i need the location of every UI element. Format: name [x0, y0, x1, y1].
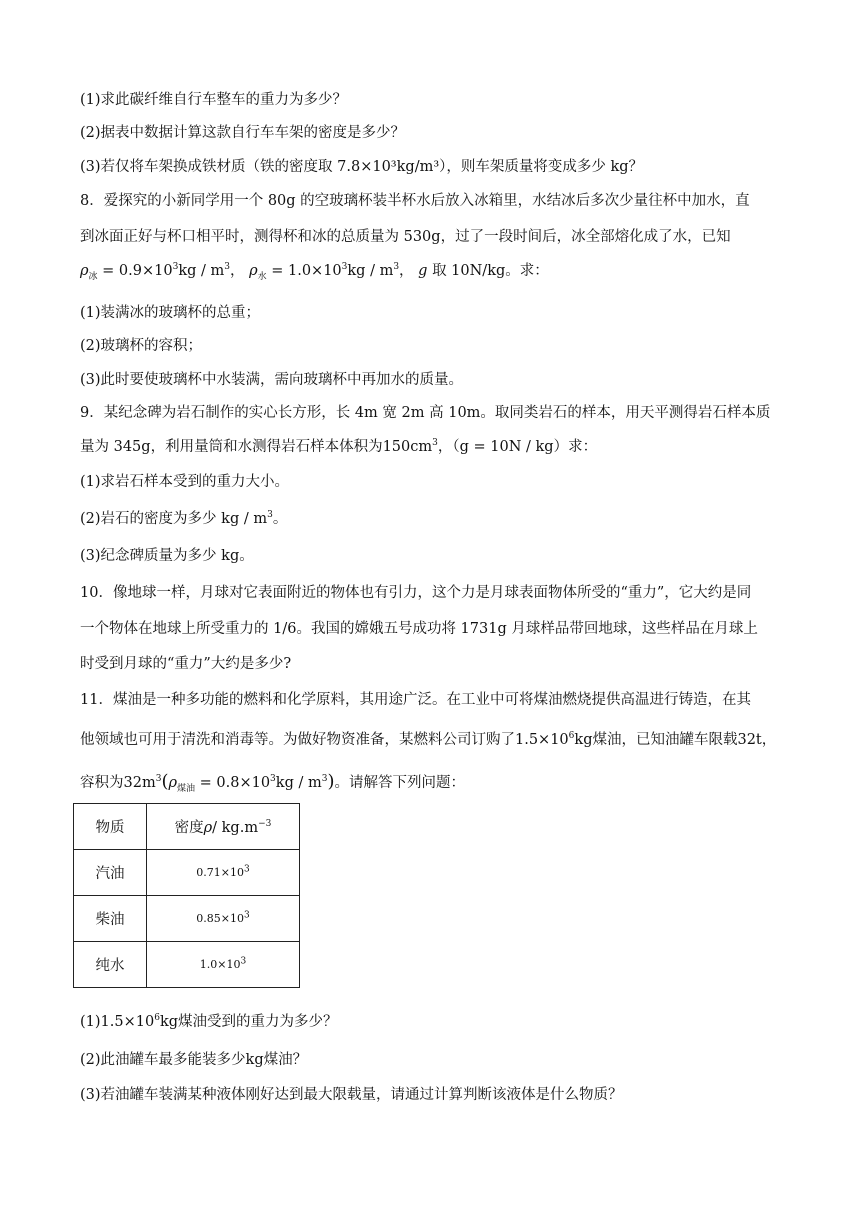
q7-sub1: (1)求此碳纤维自行车整车的重力为多少？ [80, 92, 348, 108]
header-density-label: 密度 [174, 820, 204, 836]
table-row [74, 942, 300, 988]
q8-sub1: (1)装满冰的玻璃杯的总重； [80, 305, 261, 321]
header-substance: 物质 [74, 804, 147, 850]
row-substance: 汽油 [74, 850, 147, 896]
q9-sub3: (3)纪念碑质量为多少 kg。 [80, 548, 254, 564]
q11-line3-end: 。请解答下列问题： [334, 775, 465, 791]
row-density-value: 1.0×10 [199, 958, 241, 971]
q11-sub2 [80, 1050, 307, 1070]
rho-ice-unit: kg / m [178, 263, 225, 279]
row-substance: 柴油 [74, 896, 147, 942]
q11-rho-subscript: 煤油 [177, 783, 196, 794]
q11-rho-value: = 0.8×10 [199, 775, 271, 791]
q11-line2-mid: 煤油，已知油罐车限载 [592, 732, 738, 748]
q9-line2-end: ）求： [553, 439, 598, 455]
header-density-unit: / kg.m [212, 820, 259, 836]
row-density [147, 896, 300, 942]
q11-line3-text: 容积为 [80, 775, 124, 791]
q9-sub2-text: (2)岩石的密度为多少 [80, 511, 217, 527]
header-density-exp: −3 [258, 819, 272, 830]
q11-mass-exp: 6 [568, 731, 575, 742]
q11-sub3: (3)若油罐车装满某种液体刚好达到最大限载量，请通过计算判断该液体是什么物质？ [80, 1087, 623, 1103]
q9-line2-text: 量为 345g，利用量筒和水测得岩石样本体积为 [80, 439, 383, 455]
row-density-exp: 3 [243, 864, 250, 875]
q9-sub2-unit: kg / m [221, 511, 268, 527]
rho-water-value: = 1.0×10 [271, 263, 342, 279]
header-density: 密度ρ/ $kg.m^{-3}$ [147, 804, 300, 850]
q11-line3: 容积为$32m^3(\rho_{煤油} = 0.8\times 10^3kg / m^3)$。请解答下列问题： [80, 771, 465, 794]
rho-water-subscript: 水 [257, 271, 267, 282]
q11-sub2-text: (2)此油罐车最多能装多少 [80, 1052, 246, 1068]
table-row [74, 896, 300, 942]
q9-sub3-unit: kg [221, 548, 240, 564]
q9-line1: 9．某纪念碑为岩石制作的实心长方形，长 4m 宽 2m 高 10m。取同类岩石的样本，用天平测得岩石样本质 [80, 405, 771, 421]
q9-sub1: (1)求岩石样本受到的重力大小。 [80, 474, 290, 490]
q9-g-expr: g = 10N / kg [459, 439, 554, 455]
q11-sub1-unit: kg [159, 1014, 179, 1030]
rho-ice-subscript: 冰 [88, 271, 98, 282]
q11-capacity: 32m [123, 775, 156, 791]
q11-line1: 11．煤油是一种多功能的燃料和化学原料，其用途广泛。在工业中可将煤油燃烧提供高温进行铸造，在其 [80, 692, 751, 708]
q8-sub2: (2)玻璃杯的容积； [80, 338, 203, 354]
q11-line2-text: 他领域也可用于清洗和消毒等。为做好物资准备，某燃料公司订购了 [80, 732, 515, 748]
q9-line2: 量为 345g，利用量筒和水测得岩石样本体积为$150cm^3$，（g = 10N / kg）求： [80, 438, 598, 455]
row-density [147, 850, 300, 896]
q7-sub2: (2)据表中数据计算这款自行车车架的密度是多少？ [80, 125, 406, 141]
rho-ice-value: = 0.9×10 [102, 263, 173, 279]
q10-line3: 时受到月球的“重力”大约是多少? [80, 656, 292, 672]
q11-limit: 32t [737, 732, 762, 748]
q11-sub2-unit: kg [245, 1052, 264, 1068]
row-density [147, 942, 300, 988]
row-density-value: 0.71×10 [196, 866, 244, 879]
q9-volume: 150cm [382, 439, 433, 455]
q11-mass-unit: kg [574, 732, 593, 748]
row-density-value: 0.85×10 [196, 912, 244, 925]
q11-sub1-mass-exp: 6 [154, 1013, 160, 1024]
row-substance: 纯水 [74, 942, 147, 988]
q9-sub3-text: (3)纪念碑质量为多少 [80, 548, 217, 564]
q8-line1: 8．爱探究的小新同学用一个 80g 的空玻璃杯装半杯水后放入冰箱里，水结冰后多次少量往杯中加水，直 [80, 193, 750, 209]
q11-sub2-end: 煤油？ [263, 1052, 308, 1068]
g-value-text: 取 10N/kg。求： [432, 263, 549, 279]
q11-sub1-prefix: (1) [80, 1014, 101, 1030]
q11-sub1 [80, 1012, 338, 1032]
q7-sub3: (3)若仅将车架换成铁材质（铁的密度取 7.8×10³kg/m³），则车架质量将变成多少 kg？ [80, 159, 644, 175]
table-header-row [74, 804, 300, 850]
q11-line2: 他领域也可用于清洗和消毒等。为做好物资准备，某燃料公司订购了$1.5\times 10^6kg$煤油，已知油罐车限载32t， [80, 731, 777, 748]
q8-sub3: (3)此时要使玻璃杯中水装满，需向玻璃杯中再加水的质量。 [80, 372, 464, 388]
rho-water-unit: kg / m [347, 263, 394, 279]
q10-line2: 一个物体在地球上所受重力的 1/6。我国的嫦娥五号成功将 1731g 月球样品带回地球，这些样品在月球上 [80, 621, 758, 637]
row-density-exp: 3 [243, 910, 250, 921]
q9-sub2: (2)岩石的密度为多少 kg / $m^3$。 [80, 510, 288, 527]
table-row [74, 850, 300, 896]
density-table [73, 803, 300, 988]
q11-rho-unit: kg / m [275, 775, 322, 791]
q11-sub1-mass: 1.5×10 [100, 1014, 155, 1030]
row-density-exp: 3 [240, 956, 247, 967]
q11-mass: 1.5×10 [515, 732, 569, 748]
q10-line1: 10．像地球一样，月球对它表面附近的物体也有引力，这个力是月球表面物体所受的“重力”，它大约是同 [80, 585, 752, 601]
q8-line2: 到冰面正好与杯口相平时，测得杯和冰的总质量为 530g，过了一段时间后，冰全部熔化成了水，已知 [80, 229, 731, 245]
q8-formula-line: $\rho_冰 = 0.9\times 10^3kg / m^3$， $\rho_水 = 1.0\times 10^3kg / m^3$， g 取 10N/kg。求： [80, 262, 549, 282]
q11-sub1-text: 煤油受到的重力为多少？ [178, 1014, 338, 1030]
